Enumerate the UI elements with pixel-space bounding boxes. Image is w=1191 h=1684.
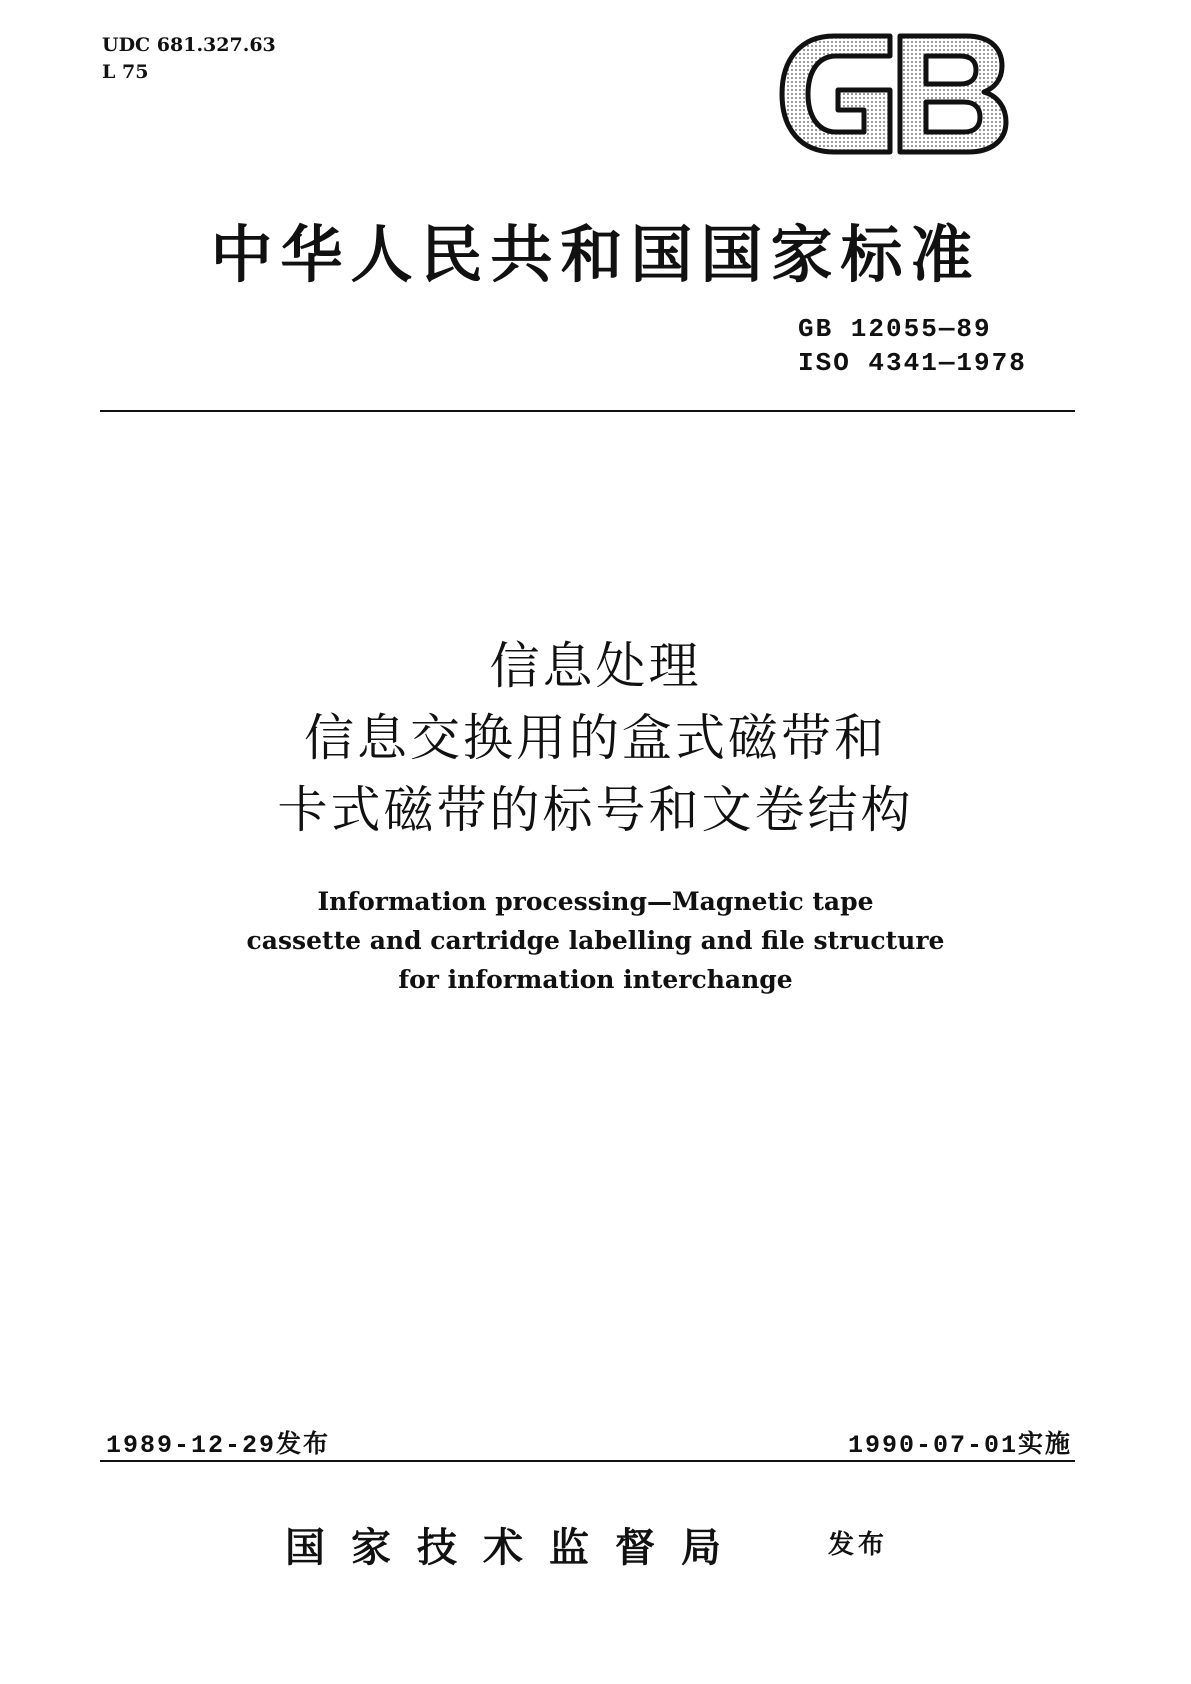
implementation-date: 1990-07-01实施 [847, 1431, 1072, 1460]
gb-logo [778, 32, 1010, 156]
english-title [0, 882, 1191, 999]
chinese-title-line-3: 卡式磁带的标号和文卷结构 [277, 781, 914, 839]
chinese-title-line-1: 信息处理 [489, 637, 702, 695]
publisher-name: 国家技术监督局 [285, 1524, 747, 1571]
gb-number: GB 12055—89 [798, 314, 992, 344]
class-code: L 75 [102, 61, 149, 83]
chinese-title-line-2: 信息交换用的盒式磁带和 [304, 709, 887, 767]
english-title-line-2: cassette and cartridge labelling and file structure [246, 926, 945, 955]
iso-number: ISO 4341—1978 [798, 348, 1027, 378]
chinese-title [0, 630, 1191, 846]
top-divider [100, 410, 1075, 412]
publisher-suffix: 发布 [828, 1530, 889, 1560]
classification-block [102, 32, 276, 86]
issue-date: 1989-12-29发布 [106, 1431, 331, 1460]
standard-numbers [798, 312, 1027, 380]
english-title-line-3: for information interchange [398, 965, 793, 994]
national-standard-title: 中华人民共和国国家标准 [210, 218, 981, 291]
english-title-line-1: Information processing—Magnetic tape [317, 887, 874, 916]
udc-code: UDC 681.327.63 [102, 34, 276, 56]
bottom-divider [100, 1460, 1075, 1462]
